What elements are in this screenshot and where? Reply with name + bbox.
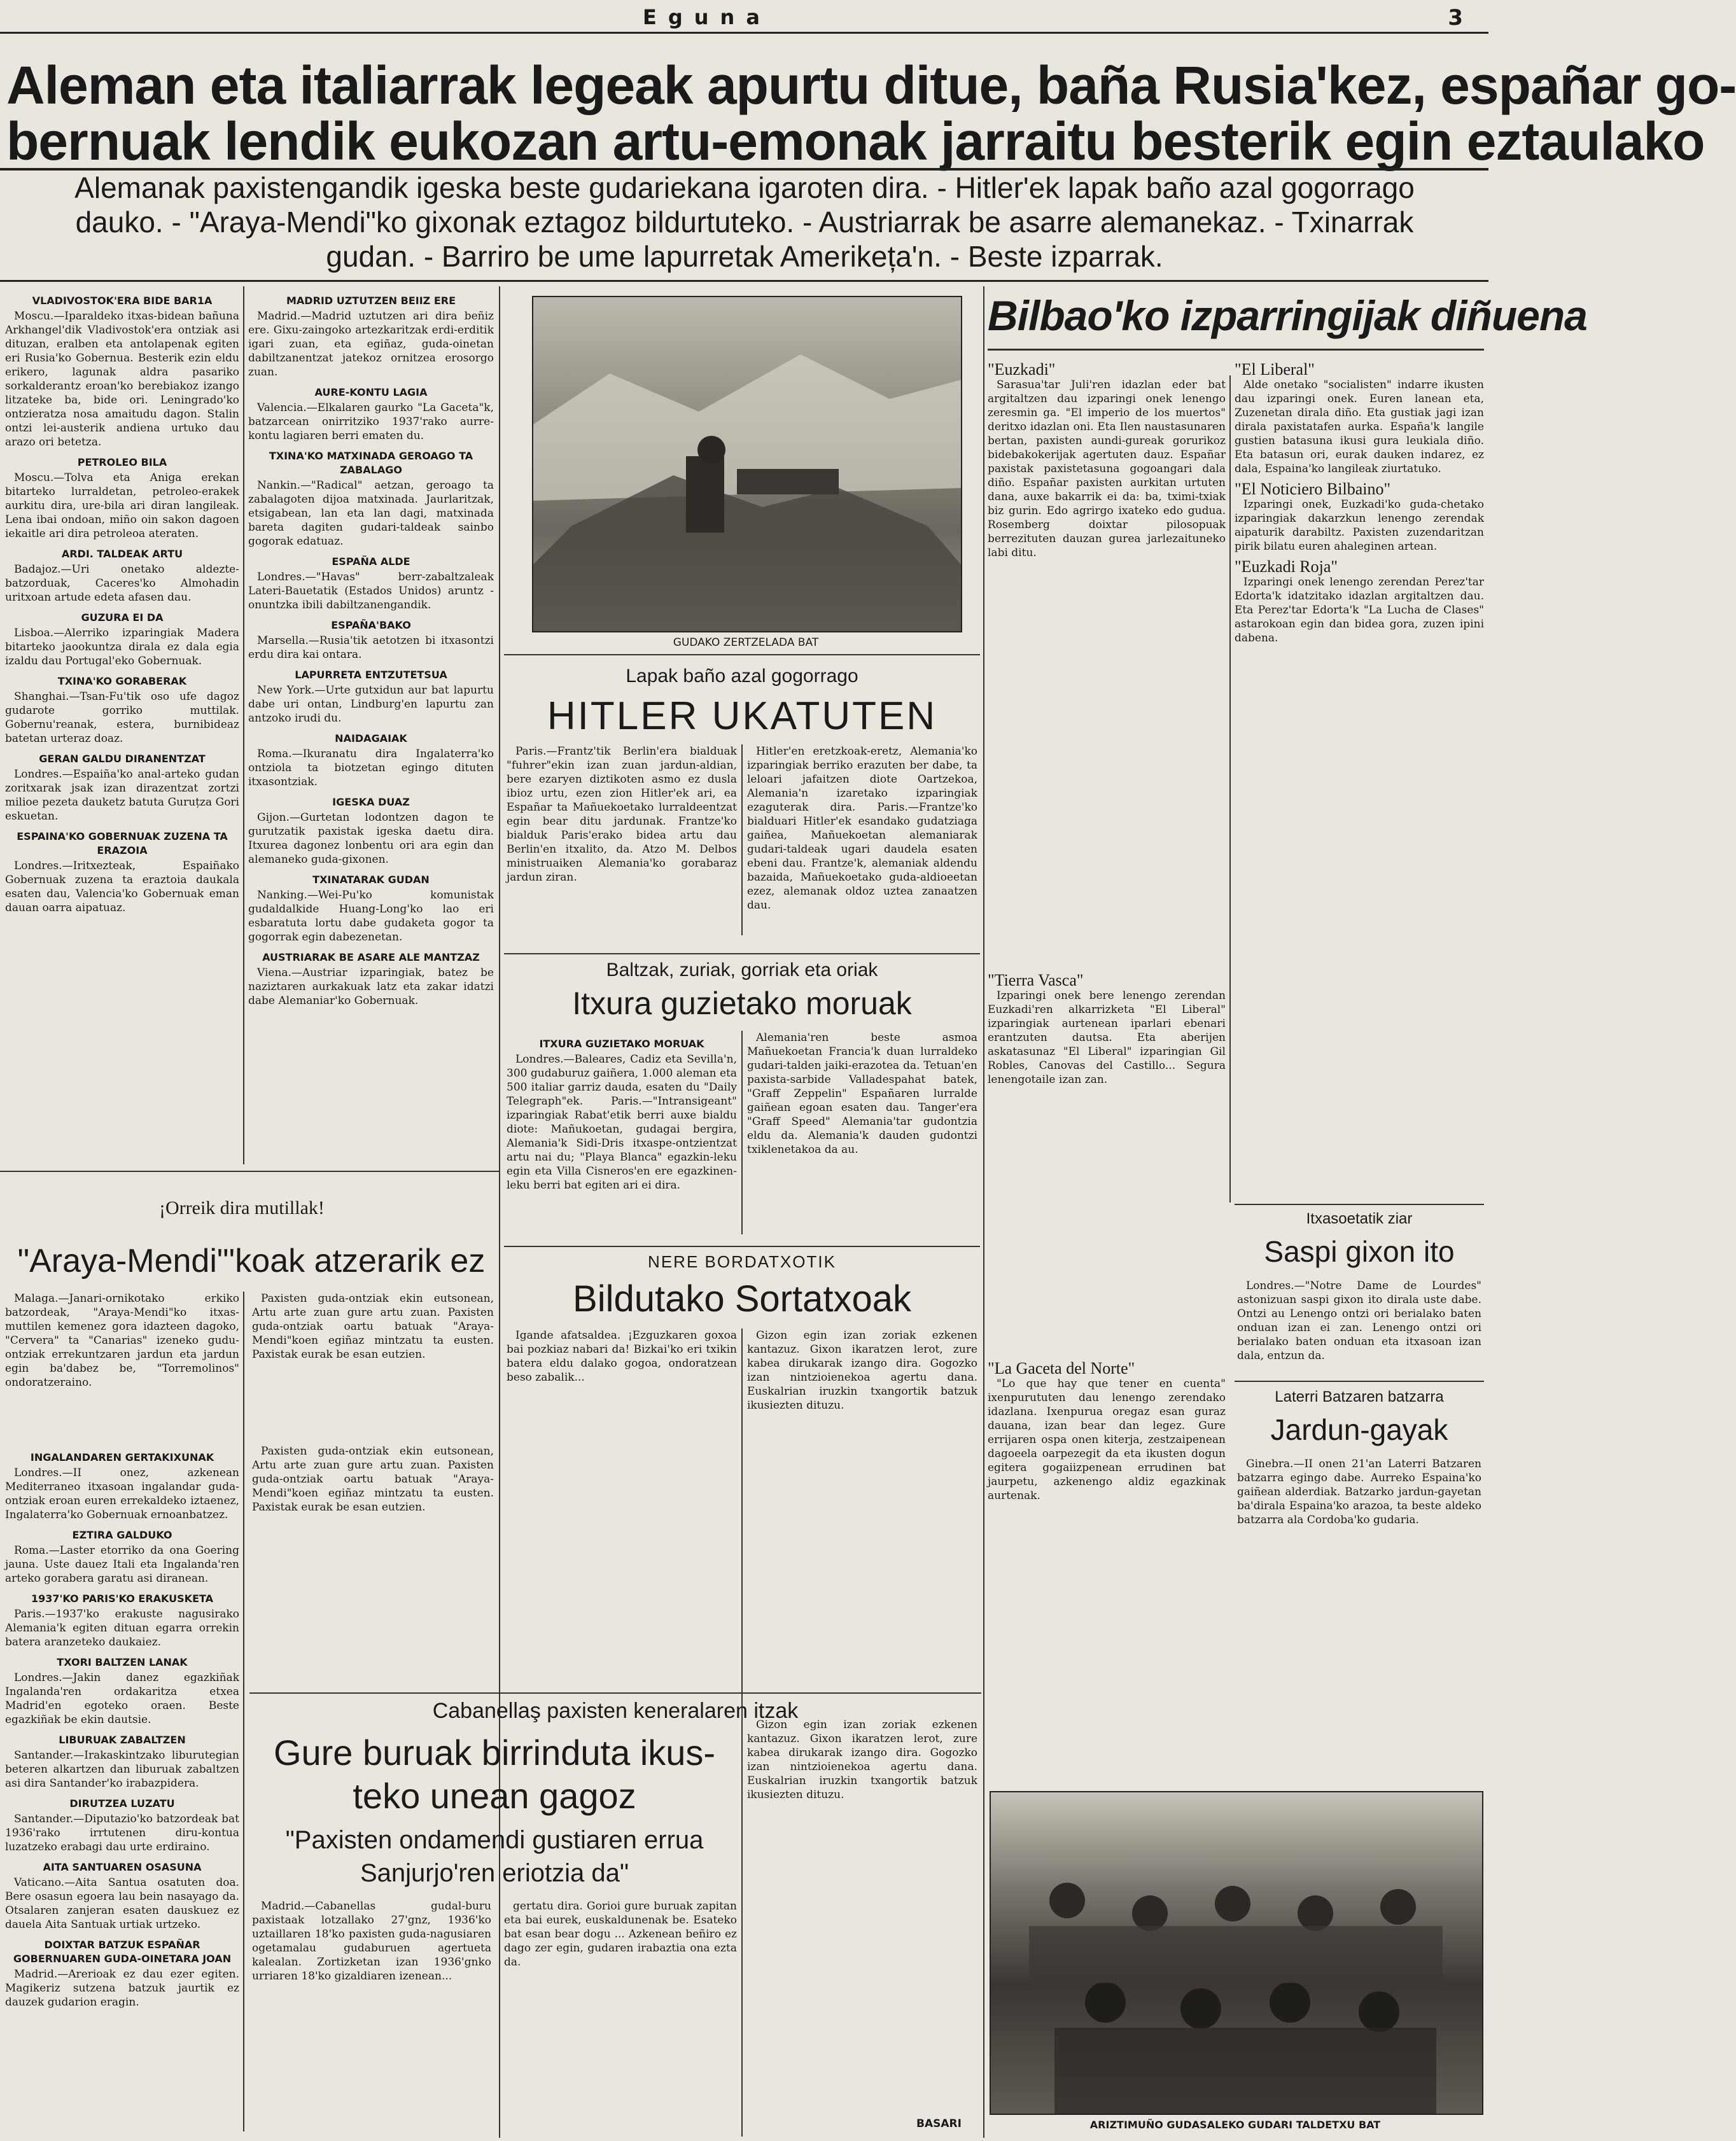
araya-mendi-text-right: Paxisten guda-ontziak ekin eutsonean, Artu arte zuan gure artu zuan. Paxisten guda-ontziak oartu batuak "Araya-Mendi"koen egiñaz mintzatu ta eusten. Paxistak eurak be esan eutzien.: [252, 1292, 494, 1361]
jardun-kicker: Laterri Batzaren batzarra: [1275, 1388, 1444, 1405]
hitler-text-right: Hitler'en eretzkoak-eretz, Alemania'ko izparingiak berriko erazuten ber dabe, ta leloari jafaitzen diote Oartzekoa, Alemania'n izaretako izparingiak ezaguterak dira. Paris.—Frantze'ko bialduari Hitler'ek esandako gudatziaga gaiñea, Mañuekoetan alemaniarak gudari-taldeak ugari daudela esaten ebeni dau. Frantze'k, alemaniak aldendu bazaida, Mañuekoetako guda-aldioeetan ezez, alemanak oldoz uztea zanaatzen dau.: [747, 745, 977, 912]
item-title: DOIXTAR BATZUK ESPAÑAR GOBERNUAREN GUDA-OINETARA JOAN: [13, 1939, 232, 1965]
item-title: LIBURUAK ZABALTZEN: [59, 1734, 186, 1746]
press-name-euzkadi: "Euzkadi": [988, 360, 1056, 379]
cabanellas-deck-l2: Sanjurjo'ren eriotzia da": [360, 1859, 629, 1887]
item-title: TXINATARAK GUDAN: [312, 874, 430, 886]
item-title: PETROLEO BILA: [77, 456, 167, 468]
itxura-text-right: Alemania'ren beste asmoa Mañuekoetan Francia'k duan lurraldeko gudari-talden jaiki-erazotea da. Tetuan'en paxista-sarbide Valladespahat batek, "Graff Zeppelin" Españaren lurralde gaiñean egoan esaten dau. Tanger'era "Graff Speed" Alemania'tar gudontzia eldu da. Alemania'k dauden gudontzi txiklenetakoa da au.: [747, 1031, 977, 1156]
news-item: [5, 1733, 239, 1790]
cabanellas-headline-l2: teko unean gagoz: [353, 1776, 636, 1816]
cabanellas-text-right: gertatu dira. Gorioi gure buruak zapitan eta bai eurek, euskaldunenak be. Esateko bat esan bear dogu ... Azkenean beñiro ez dago zer egin, gudaren irabaztia ona ezta da.: [504, 1900, 737, 1969]
news-item: [248, 873, 494, 944]
news-item: [5, 1528, 239, 1586]
bordatxotik-text-left: Igande afatsaldea. ¡Ezguzkaren goxoa bai pozkiaz nabari da! Bizkai'ko eri txikin batera eldu dalako gogoa, ondoratzean beso zabalik...: [507, 1329, 737, 1384]
column-2: [248, 288, 494, 1166]
item-text: Nanking.—Wei-Pu'ko komunistak gudaldalkide Huang-Long'ko lao eri esbaratuta lortu dabe gudaketa gogor ta gogorrak egin dabezenetan.: [248, 889, 494, 944]
news-item: [5, 830, 239, 915]
item-text: Nankin.—"Radical" aetzan, geroago ta zabalagoten dijoa matxinada. Jaurlaritzak, etsigabean, lan eta lan dagi, matxinada bareta dagiten gudari-taldeak sainbo gogorak edatuaz.: [248, 479, 494, 548]
orreik-kicker: ¡Orreik dira mutillak!: [159, 1197, 325, 1218]
item-title: 1937'KO PARIS'KO ERAKUSKETA: [31, 1593, 214, 1605]
hitler-kicker: Lapak baño azal gogorrago: [626, 666, 858, 687]
col-divider: [983, 286, 984, 2138]
gudari-group-photo: [990, 1791, 1483, 2115]
item-title: ARDI. TALDEAK ARTU: [61, 548, 183, 560]
item-text: Valencia.—Elkalaren gaurko "La Gaceta"k, batzarcean onirritziko 1937'rako aurre-kontu lagiaren berri ematen du.: [248, 401, 494, 442]
item-title: AURE-KONTU LAGIA: [314, 386, 428, 398]
col-divider: [243, 286, 244, 1164]
itxura-text-left: ITXURA GUZIETAKO MORUAK Londres.—Baleares, Cadiz eta Sevilla'n, 300 gudaburuz gaiñera, 1.000 aleman eta 500 italiar garriz dauda, esaten du "Daily Telegraph"ek. Paris.—"Intransigeant" izparingiak Rabat'etik berri auxe bialdu diote: Mañukoetan, gudagai bergira, Alemania'k Sidi-Dris itxaspe-ontzientzat artu nai du; "Playa Blanca" egazkin-leku egin eta Villa Cisneros'en ere egazkinen-leku berri bat egiten ari ei dira.: [507, 1038, 737, 1192]
news-item: [248, 618, 494, 662]
cabanellas-text-left: Madrid.—Cabanellas gudal-buru paxistaak lotzallako 27'gnz, 1936'ko uztaillaren 18'ko paxisten guda-nagusiaren ogetamalau gudaburuen agertueta kalealan. Zortizketan izan 1936'gnko urriaren 18'ko gizaldiaren izenean...: [252, 1900, 491, 1983]
news-item: [248, 795, 494, 867]
news-item: [5, 1451, 239, 1522]
section-rule: [249, 1692, 981, 1694]
item-title: GUZURA EI DA: [81, 611, 164, 624]
photo-caption: GUDAKO ZERTZELADA BAT: [673, 636, 819, 649]
column-6: [1235, 356, 1484, 967]
item-title: GERAN GALDU DIRANENTZAT: [39, 753, 206, 765]
news-item: [248, 294, 494, 379]
araya-mendi-headline: "Araya-Mendi"'koak atzerarik ez: [17, 1243, 486, 1280]
sub-rule: [0, 280, 1488, 282]
item-title: DIRUTZEA LUZATU: [69, 1797, 175, 1810]
item-title: VLADIVOSTOK'ERA BIDE BAR1A: [32, 295, 213, 307]
item-title: INGALANDAREN GERTAKIXUNAK: [30, 1451, 214, 1463]
column-1-lower: [5, 1444, 239, 2135]
item-text: Moscu.—Iparaldeko itxas-bidean bañuna Arkhangel'dik Vladivostok'era ontziak asi dituzan, eralben eta antolapenak egiten eri Rusia'ko Gobernua. Besterik ezin eldu erikero, lagunak aldra pasariko sorkalderantz eroan'ko berebiakoz izango litzateke ba, bide ori. Leningrado'ko ontzieratza nosa amaitudu dagon. Stalin ontzi lei-austerik andiena urtuko dau arazo ori betetza.: [5, 310, 239, 449]
item-title: TXINA'KO MATXINADA GEROAGO TA ZABALAGO: [269, 450, 473, 476]
item-text: Londres.—Jakin danez egazkiñak Ingalanda'ren ordakaritza etxea Madrid'en egoteko oraen. Beste egazkiñak be ekin dautsie.: [5, 1671, 239, 1726]
item-text: Vaticano.—Aita Santua osatuten doa. Bere osasun egoera lau bein nasayago da. Otsalaren zanjeran esaten dauskuez ez dauela Aita Santuak urtiak urtzeko.: [5, 1876, 239, 1931]
top-rule: [0, 32, 1488, 34]
saspi-kicker: Itxasoetatik ziar: [1306, 1210, 1413, 1227]
news-item: [5, 1860, 239, 1932]
bilbao-press-banner: Bilbao'ko izparringijak diñuena: [988, 292, 1587, 339]
item-text: Santander.—Irakaskintzako liburutegian beteren alkartzen dan liburuak zabaltzen asi dira Santander'ko irabazpidera.: [5, 1749, 239, 1790]
column-1: [5, 288, 239, 1185]
item-text: Badajoz.—Uri onetako aldezte-batzorduak, Caceres'ko Almohadin uritxoan artude edeta afasen dau.: [5, 563, 239, 604]
subheadline-line2: dauko. - "Araya-Mendi"ko gixonak eztagoz bildurtuteko. - Austriarrak be asarre alemanekaz. - Txinarrak: [75, 206, 1414, 239]
section-rule: [1235, 1381, 1484, 1382]
main-headline-line1: Aleman eta italiarrak legeak apurtu ditue, baña Rusia'kez, españar go-: [6, 55, 1736, 115]
bordatxotik-text-continued: Gizon egin izan zoriak ezkenen kantazuz. Gixon ikaratzen lerot, zure kabea dirukarak izango dira. Gogozko izan nintzioienekoa agertu dana. Euskalrian iruzkin txangortik batzuk ikusiezten dituzu.: [747, 1719, 977, 1801]
news-item: [5, 1592, 239, 1649]
jardun-text: Ginebra.—II onen 21'an Laterri Batzaren batzarra egingo dabe. Aurreko Espaina'ko gaiñean alderdiak. Batzarko jardun-gayetan ba'dirala Espaina'ko arazoa, ta beste aldeko batzarra ala Cordoba'ko gudaria.: [1237, 1458, 1481, 1526]
press-text-euzkadi: Sarasua'tar Juli'ren idazlan eder bat argitaltzen dau izparingi onek lenengo zeresmin ga. "El imperio de los muertos" deritxo idazlan oni. Eta Ilen naustasunaren bertan, paxisten aundi-gureak gorurikoz bidebakokerijak agertuten dauz. Españar paxistak paxistetasuna gogoangari dala diño. Españar paxisten aurkitan urtuten dana, auxe bakarrik ei da: ba, tximi-txiak biz gurin. Edo agrirgo ixateko edo gudua. Rosemberg doixtar pilosopuak berrezituten dauzan gurea jarlezaituneko labi ditu.: [988, 379, 1226, 559]
cabanellas-headline-l1: Gure buruak birrinduta ikus-: [273, 1733, 716, 1773]
item-title: ESPAÑA ALDE: [332, 555, 410, 568]
item-text: Londres.—Espaiña'ko anal-arteko gudan zoritxarak jsak izan dirazentzat zortzi milioe pezeta dauketz batuta Guruțza Gori eskuetan.: [5, 768, 239, 823]
itxura-headline: Itxura guzietako moruak: [572, 986, 912, 1021]
news-item: [248, 449, 494, 548]
news-item: [5, 294, 239, 449]
main-headline-line2: bernuak lendik eukozan artu-emonak jarraitu besterik egin eztaulako: [6, 111, 1705, 171]
newspaper-name: Eguna: [643, 5, 771, 29]
item-title: NAIDAGAIAK: [335, 732, 407, 744]
signature: BASARI: [916, 2117, 962, 2130]
item-text: Viena.—Austriar izparingiak, batez be naziztaren aurkakuak latz eta zakar idatzi dabe Alemaniar'ko Gobernuak.: [248, 966, 494, 1007]
item-text: Madrid.—Arerioak ez dau ezer egiten. Magikeriz sutzena batzuk jaurtik ez dauzek gudarion eragin.: [5, 1968, 239, 2009]
item-text: Moscu.—Tolva eta Aniga erekan bitarteko lurraldetan, petroleo-erakek aurkitu dira, ure-bila ari diran langileak. Lena ibai ondoan, miño oin sakon dagoen iekaitle ari dira petroleoa ateraten.: [5, 471, 239, 540]
section-rule: [504, 654, 980, 655]
cabanellas-kicker: Cabanellaş paxisten keneralaren itzak: [432, 1699, 799, 1723]
masthead: [0, 5, 1488, 31]
press-text-liberal: Alde onetako "socialisten" indarre ikusten dau izparingi onek. Euren lanean eta, Zuzenetan dirala diño. Eta gustiak jagi izan dirala paxistatafen aurka. España'k langile gustien batasuna ikusi gura leukiala diño. Eta batasun ori, eurak dauken indarez, ez dala, Espaina'ko langileak ziurtatuko.: [1235, 379, 1484, 475]
section-rule: [504, 1246, 980, 1247]
item-text: Londres.—"Havas" berr-zabaltzaleak Lateri-Bauetatik (Estados Unidos) aruntz -onuntzka ibili dabiltzanengandik.: [248, 571, 494, 611]
column-5-mid: [988, 967, 1226, 1349]
bordatxotik-kicker: NERE BORDATXOTIK: [648, 1252, 836, 1271]
col-divider: [741, 1031, 743, 1234]
news-item: [248, 951, 494, 1008]
news-item: [5, 1797, 239, 1854]
item-text: Roma.—Laster etorriko da ona Goering jauna. Uste dauez Itali eta Ingalanda'ren arteko gorabera garatu asi diranean.: [5, 1544, 239, 1585]
jardun-headline: Jardun-gayak: [1270, 1413, 1448, 1446]
news-item: [5, 611, 239, 668]
press-text-noticiero: Izparingi onek, Euzkadi'ko guda-chetako izparingiak dakarzkun lenengo zerendak aipaturik darabiltz. Paxisten zuzendaritzan pirik bilatu euren ahaleginen artean.: [1235, 498, 1484, 553]
item-title: AITA SANTUAREN OSASUNA: [43, 1861, 202, 1873]
item-text: New York.—Urte gutxidun aur bat lapurtu dabe uri ontan, Lindburg'en lapurtu zan antzoko irudi du.: [248, 684, 494, 725]
section-rule: [0, 1171, 499, 1172]
press-text-gaceta: "Lo que hay que tener en cuenta" ixenpurututen dau lenengo zerendako idazlana. Ixenpurua oregaz esan guraz dauana, izan bear dan legez. Gure errijaren ospa onen kiterja, zestzaipenean dagoeela oarpezegit da eta ikusten dogun egitera gogaiizpenean errudinen bat jaurpetu, azkenengo aldiz egazkinak aurtenak.: [988, 1377, 1226, 1502]
item-title: TXINA'KO GORABERAK: [57, 675, 187, 687]
item-text: Shanghai.—Tsan-Fu'tik oso ufe dagoz gudarote gorriko muttilak. Gobernu'reanak, estera, burnibideaz batetan urteraz doaz.: [5, 690, 239, 745]
item-text: Marsella.—Rusia'tik aetotzen bi itxasontzi erdu dira kai ontara.: [248, 634, 494, 661]
press-name-vasca: "Tierra Vasca": [988, 971, 1084, 989]
baltzak-kicker: Baltzak, zuriak, gorriak eta oriak: [606, 959, 878, 980]
banner-rule: [988, 349, 1484, 351]
item-title: LAPURRETA ENTZUTETSUA: [295, 669, 447, 681]
item-text: Gijon.—Gurtetan lodontzen dagon te gurutzatik paxistak igeska daetu dira. Itxurea dagonez lonbentu ori ara egin dan alemaneko guda-gixonen.: [248, 811, 494, 866]
news-item: [5, 1656, 239, 1727]
item-text: Madrid.—Madrid uztutzen ari dira beñiz ere. Gixu-zaingoko artezkaritzak erdi-erditik igari zuan, eta egiñaz, guda-oinetan dabiltzanentzat jatekoz ornitzea erosorgo zuan.: [248, 310, 494, 379]
item-title: ESPAÑA'BAKO: [331, 619, 411, 631]
saspi-text: Londres.—"Notre Dame de Lourdes" astonizuan saspi gixon ito dirala uste dabe. Ontzi au Lenengo ontzi ori berialako baten onduan izan ei zan. Lenengo ontzi ori berialako baten onduan eta itxasoan izan dala, entzun da.: [1237, 1280, 1481, 1362]
hitler-headline: HITLER UKATUTEN: [547, 694, 937, 738]
press-text-roja: Izparingi onek lenengo zerendan Perez'tar Edorta'k idatzitako idazlan argitaltzen dau. Eta Perez'tar Edorta'k "La Lucha de Clases" astarokoan egin dan bidea gora, zuzen ipini dabena.: [1235, 576, 1484, 645]
section-rule: [504, 953, 980, 954]
saspi-headline: Saspi gixon ito: [1264, 1235, 1455, 1268]
press-text-vasca: Izparingi onek bere lenengo zerendan Euzkadi'ren alkarrizketa "El Liberal" izparingiak aurtenean iparlari ebenari erantzuten dautsa. Eta aberijen askatasunaz "El Liberal" izparingian Gil Robles, Canovas del Castillo... Segura lenengotaile izan zan.: [988, 989, 1226, 1086]
col-divider: [741, 744, 743, 935]
news-item: [5, 456, 239, 541]
photo-illustration: [533, 297, 961, 631]
war-scene-photo: [532, 296, 962, 632]
press-name-noticiero: "El Noticiero Bilbaino": [1235, 480, 1391, 498]
column-2-lower: Paxisten guda-ontziak ekin eutsonean, Artu arte zuan gure artu zuan. Paxisten guda-ontziak oartu batuak "Araya-Mendi"koen egiñaz mintzatu ta eusten. Paxistak eurak be esan eutzien.: [252, 1445, 494, 1514]
item-text: Roma.—Ikuranatu dira Ingalaterra'ko ontziola ta biotzetan egingo dituten itxasontziak.: [248, 748, 494, 788]
col-divider: [1229, 375, 1231, 1203]
page-number: 3: [1448, 5, 1463, 31]
subheadline-line1: Alemanak paxistengandik igeska beste gudariekana igaroten dira. - Hitler'ek lapak baño azal gogorrago: [74, 171, 1415, 204]
section-rule: [1235, 1204, 1484, 1205]
news-item: [5, 547, 239, 604]
item-text: Santander.—Diputazio'ko batzordeak bat 1936'rako irrtutenen diru-kontua luzatzeko erabagi dau urte erdiraino.: [5, 1813, 239, 1853]
col-divider: [243, 1292, 244, 2131]
item-text: Paris.—1937'ko erakuste nagusirako Alemania'k egiten dituan egarra orrekin batera aranzeteko daukaiez.: [5, 1608, 239, 1649]
press-name-gaceta: "La Gaceta del Norte": [988, 1359, 1135, 1377]
news-item: [248, 386, 494, 443]
item-text: Londres.—Iritxezteak, Espaiñako Gobernuak zuzena ta eraztoia daukala esaten dau, Valencia'ko Gobernuak eman dauan oarra aipatuaz.: [5, 860, 239, 914]
news-item: [5, 674, 239, 746]
item-title: IGESKA DUAZ: [332, 796, 410, 808]
news-item: [5, 1938, 239, 2009]
bordatxotik-headline: Bildutako Sortatxoak: [573, 1278, 911, 1320]
bordatxotik-text-right: Gizon egin izan zoriak ezkenen kantazuz. Gixon ikaratzen lerot, zure kabea dirukarak izango dira. Gogozko izan nintzioienekoa agertu dana. Euskalrian iruzkin txangortik batzuk ikusiezten dituzu.: [747, 1329, 977, 1412]
photo-caption: ARIZTIMUÑO GUDASALEKO GUDARI TALDETXU BAT: [1089, 2119, 1381, 2131]
item-text: Lisboa.—Alerriko izparingiak Madera bitarteko jaookuntza dirala ez dala egia izaldu dau Portugal'eko Gobernuak.: [5, 627, 239, 667]
press-name-liberal: "El Liberal": [1235, 360, 1315, 379]
subheadline-line3: gudan. - Barriro be ume lapurretak Amerikeța'n. - Beste izparrak.: [326, 240, 1163, 273]
news-item: [248, 668, 494, 725]
item-title: AUSTRIARAK BE ASARE ALE MANTZAZ: [262, 951, 480, 963]
araya-mendi-text-left: Malaga.—Janari-ornikotako erkiko batzordeak, "Araya-Mendi"ko itxas-muttilen kemenez gora idazteen dagoko, "Cervera" ta "Canarias" izeneko gudu-ontziak errekuntzaren jardun eta jardun egin ba'dabez be, "Torremolinos" ondoratzeraino.: [5, 1292, 239, 1389]
item-title: MADRID UZTUTZEN BEIIZ ERE: [286, 295, 456, 307]
item-title: TXORI BALTZEN LANAK: [57, 1656, 188, 1668]
news-item: [248, 732, 494, 789]
item-text: Londres.—II onez, azkenean Mediterraneo itxasoan ingalandar guda-ontziak eroan euren errekaldeko iztaenez, Ingalaterra'ko Gobernuak ernoanbatzez.: [5, 1467, 239, 1521]
photo-illustration: [991, 1792, 1482, 2114]
press-name-roja: "Euzkadi Roja": [1235, 557, 1338, 576]
col-divider: [741, 1329, 743, 2137]
cabanellas-deck-l1: "Paxisten ondamendi gustiaren errua: [285, 1826, 704, 1854]
item-title: ESPAINA'KO GOBERNUAK ZUZENA TA ERAZOIA: [17, 830, 228, 856]
hitler-text-left: Paris.—Frantz'tik Berlin'era bialduak "fuhrer"ekin izan zuan jardun-aldian, bere ezaryen diztikoten asmo ez dusla ibioz urtu, ezen zion Hitler'ek ari, ea Españar ta Mañuekoetako lurraldeentzat egin bear ditu jardunak. Frantze'ko bialduk Paris'erako bidea artu dau Berlin'en itxalito, da. Atzo M. Delbos ministruaiken Alemania'ko gorabaraz jardun ziran.: [507, 745, 737, 884]
item-title: EZTIRA GALDUKO: [72, 1529, 172, 1541]
news-item: [248, 555, 494, 612]
news-item: [5, 752, 239, 823]
